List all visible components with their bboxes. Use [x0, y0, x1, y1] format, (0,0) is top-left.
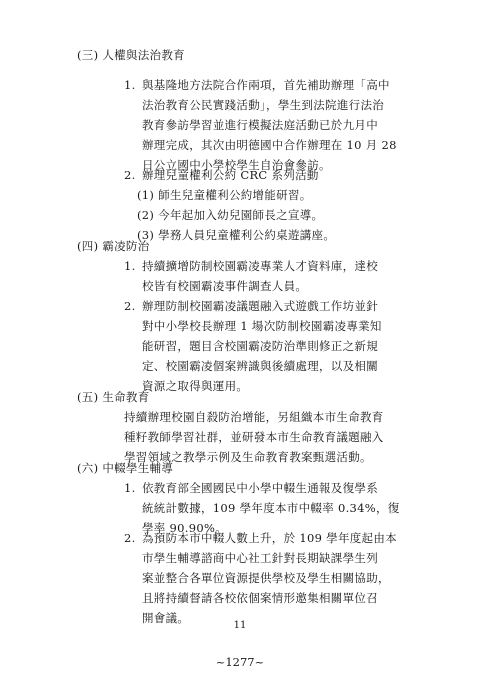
- paragraph-line: 為預防本市中輟人數上升，於 109 學年度起由本: [142, 531, 397, 545]
- paragraph-line: 種籽教師學習社群，並研發本市生命教育議題融入: [124, 430, 384, 444]
- paragraph-line: 市學生輔導諮商中心社工針對長期缺課學生列: [142, 551, 378, 565]
- paragraph-line: 學習領域之教學示例及生命教育教案甄選活動。: [124, 450, 372, 464]
- paragraph-line: 資源之取得與運用。: [142, 379, 249, 393]
- paragraph-line: 日公立國中小學校學生自治會參訪。: [142, 158, 331, 172]
- sub-item: (3) 學務人員兒童權利公約桌遊講座。: [137, 228, 336, 242]
- paragraph-line: 教育參訪學習並進行模擬法庭活動已於九月中: [142, 118, 378, 132]
- paragraph-line: 持續擴增防制校園霸凌專業人才資料庫，達校: [142, 259, 378, 273]
- paragraph-line: 辦理完成，其次由明德國中合作辦理在 10 月 28: [142, 138, 397, 152]
- item-number: 1.: [124, 259, 136, 273]
- paragraph-line: 統統計數據，109 學年度本市中輟率 0.34%，復: [142, 501, 400, 515]
- paragraph-line: 開會議。: [142, 611, 190, 625]
- section-heading-life-education: (五) 生命教育: [77, 390, 150, 404]
- item-number: 2.: [124, 531, 136, 545]
- item-number: 2.: [124, 299, 136, 313]
- sub-item: (2) 今年起加入幼兒園師長之宣導。: [137, 208, 324, 222]
- paragraph-line: 且將持續督請各校依個案情形邀集相關單位召: [142, 591, 378, 605]
- paragraph-line: 依教育部全國國民中小學中輟生通報及復學系: [142, 481, 378, 495]
- sub-item: (1) 師生兒童權利公約增能研習。: [137, 188, 312, 202]
- paragraph-line: 法治教育公民實踐活動」，學生到法院進行法治: [142, 98, 385, 112]
- section-heading-human-rights: (三) 人權與法治教育: [77, 48, 185, 62]
- section-heading-dropout: (六) 中輟學生輔導: [77, 461, 174, 475]
- paragraph-line: 定、校園霸凌個案辨識與後續處理，以及相關: [142, 359, 378, 373]
- paragraph-line: 辦理防制校園霸凌議題融入式遊戲工作坊並針: [142, 299, 378, 313]
- paragraph-line: 學率 90.90%。: [142, 521, 228, 535]
- paragraph-line: 能研習，題目含校園霸凌防治準則修正之新規: [142, 339, 378, 353]
- paragraph-line: 校皆有校園霸凌事件調查人員。: [142, 279, 308, 293]
- paragraph-line: 辦理兒童權利公約 CRC 系列活動: [142, 168, 319, 182]
- paragraph-line: 案並整合各單位資源提供學校及學生相關協助，: [142, 571, 390, 585]
- paragraph-line: 持續辦理校園自殺防治增能，另組織本市生命教育: [124, 410, 384, 424]
- item-number: 1.: [124, 481, 136, 495]
- item-number: 2.: [124, 168, 136, 182]
- paragraph-line: 對中小學校長辦理 1 場次防制校園霸凌專業知: [142, 319, 382, 333]
- document-page-number: ~1277~: [215, 655, 265, 669]
- item-number: 1.: [124, 78, 136, 92]
- section-heading-bullying: (四) 霸凌防治: [77, 239, 150, 253]
- page-number: 11: [233, 620, 247, 631]
- paragraph-line: 與基隆地方法院合作兩項，首先補助辦理「高中: [142, 78, 390, 92]
